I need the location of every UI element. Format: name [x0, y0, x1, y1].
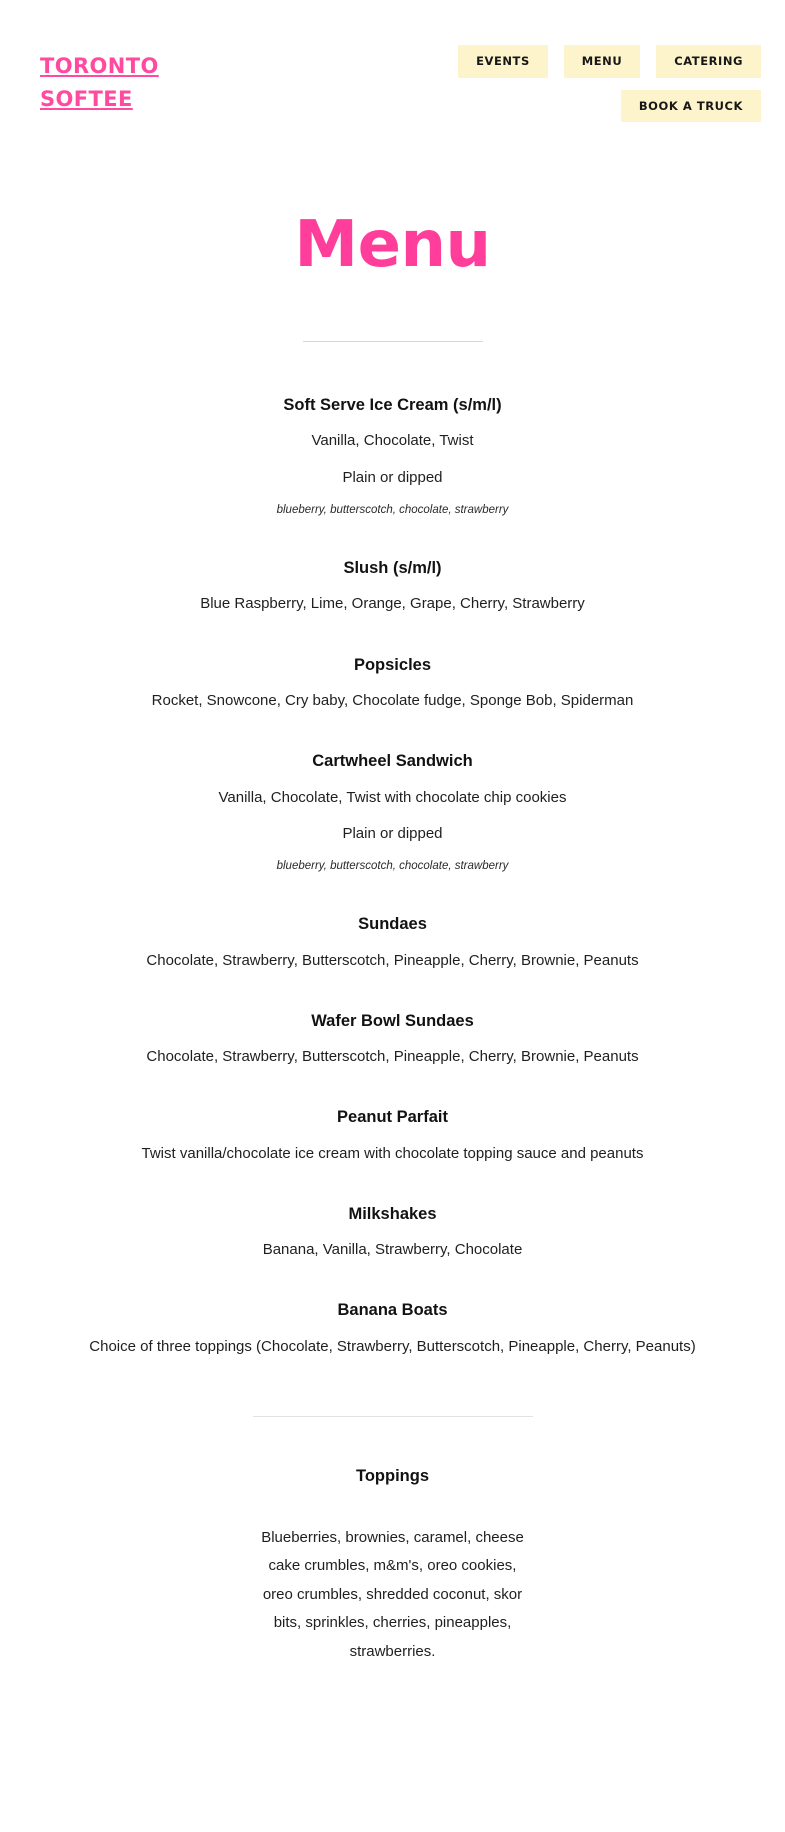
nav-item-book-a-truck[interactable]: BOOK A TRUCK	[621, 90, 761, 123]
menu-section-title: Popsicles	[353, 655, 432, 674]
main-navigation	[341, 45, 761, 122]
menu-section	[40, 1203, 745, 1262]
toppings-body: Blueberries, brownies, caramel, cheese cake crumbles, m&m's, oreo cookies, oreo crumbles, shredded coconut, skor bits, sprinkles, cherries, pineapples, strawberries.	[261, 1528, 524, 1660]
menu-section-line: Vanilla, Chocolate, Twist with chocolate chip cookies	[218, 788, 567, 806]
menu-section-line: Chocolate, Strawberry, Butterscotch, Pineapple, Cherry, Brownie, Peanuts	[146, 951, 639, 969]
menu-section-line: Rocket, Snowcone, Cry baby, Chocolate fudge, Sponge Bob, Spiderman	[151, 691, 634, 709]
menu-section-title: Soft Serve Ice Cream (s/m/l)	[283, 396, 502, 415]
nav-row-secondary	[341, 90, 761, 123]
nav-row-primary	[341, 45, 761, 78]
nav-item-events[interactable]: EVENTS	[458, 45, 548, 78]
brand-line-2: SOFTEE	[40, 86, 133, 111]
menu-section-line: Plain or dipped	[342, 824, 443, 842]
menu-section-note: blueberry, butterscotch, chocolate, strawberry	[276, 860, 509, 872]
menu-section-title: Wafer Bowl Sundaes	[311, 1011, 474, 1030]
menu-section-line: Blue Raspberry, Lime, Orange, Grape, Cherry, Strawberry	[200, 595, 585, 613]
menu-section	[40, 394, 745, 519]
main-content	[0, 208, 785, 1666]
menu-section	[40, 557, 745, 616]
menu-section	[40, 1106, 745, 1165]
menu-section	[40, 913, 745, 972]
menu-section-title: Slush (s/m/l)	[343, 559, 442, 578]
menu-section	[40, 1299, 745, 1358]
menu-section-title: Sundaes	[358, 915, 427, 934]
brand-logo[interactable]	[40, 50, 159, 115]
site-header	[0, 0, 785, 150]
menu-section-line: Twist vanilla/chocolate ice cream with chocolate topping sauce and peanuts	[141, 1144, 644, 1162]
menu-section-title: Peanut Parfait	[337, 1108, 448, 1127]
nav-item-menu[interactable]: MENU	[564, 45, 640, 78]
menu-section	[40, 750, 745, 875]
toppings-title: Toppings	[355, 1466, 429, 1485]
menu-section-line: Plain or dipped	[342, 468, 443, 486]
nav-item-catering[interactable]: CATERING	[656, 45, 761, 78]
toppings-section	[0, 1467, 785, 1667]
brand-line-1: TORONTO	[40, 54, 159, 78]
page-title: Menu	[294, 208, 491, 282]
divider-bottom	[253, 1416, 533, 1417]
menu-list	[0, 394, 785, 1358]
menu-section	[40, 1010, 745, 1069]
menu-section-line: Banana, Vanilla, Strawberry, Chocolate	[262, 1241, 523, 1259]
divider-top	[303, 341, 483, 342]
menu-section-line: Chocolate, Strawberry, Butterscotch, Pineapple, Cherry, Brownie, Peanuts	[146, 1048, 639, 1066]
menu-section-title: Cartwheel Sandwich	[312, 752, 473, 771]
menu-section-title: Banana Boats	[337, 1301, 448, 1320]
menu-section-note: blueberry, butterscotch, chocolate, strawberry	[276, 503, 509, 516]
menu-section-line: Vanilla, Chocolate, Twist	[311, 432, 474, 450]
menu-section-title: Milkshakes	[348, 1204, 437, 1223]
menu-section	[40, 654, 745, 713]
menu-section-line: Choice of three toppings (Chocolate, Strawberry, Butterscotch, Pineapple, Cherry, Peanuts)	[89, 1337, 696, 1355]
